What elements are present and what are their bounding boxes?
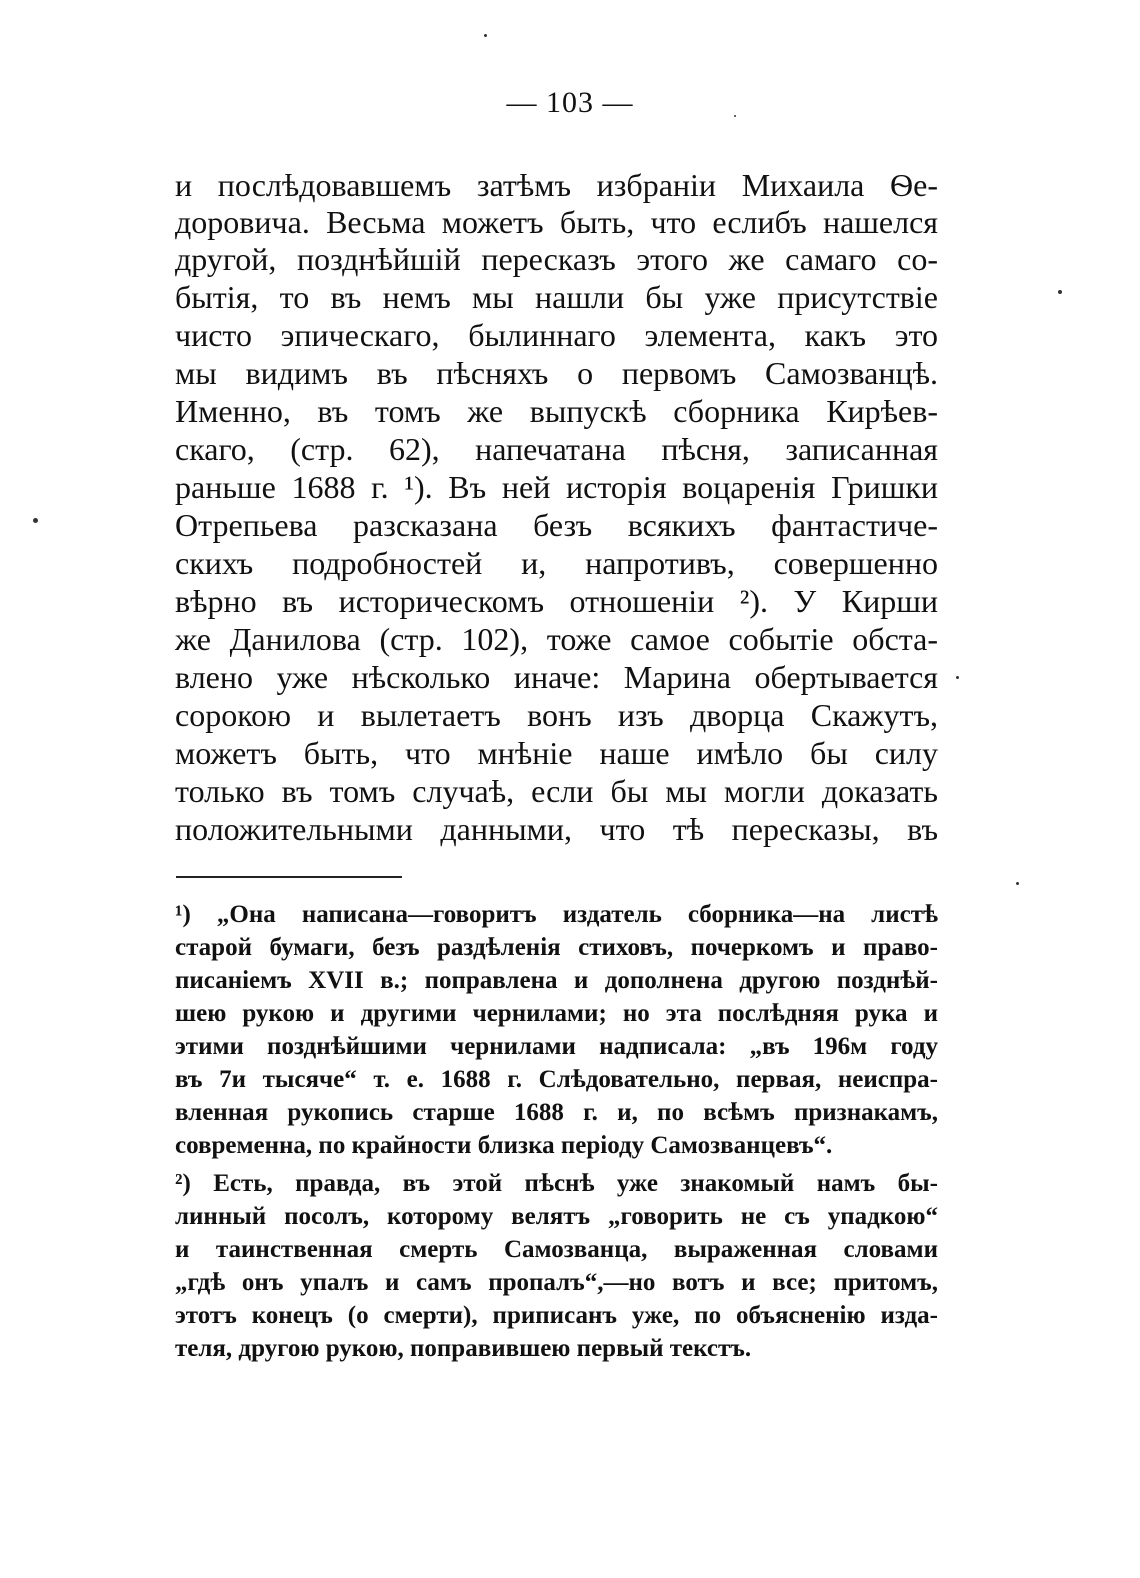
footnote-line: линный посолъ, которому велятъ „говорить не съ упадкою“ [175, 1203, 938, 1230]
footnote-line: теля, другою рукою, поправившею первый текстъ. [175, 1335, 752, 1362]
footnote-rule [176, 876, 402, 878]
scan-speck [734, 115, 736, 117]
body-line: мы видимъ въ пѣсняхъ о первомъ Самозванцѣ. [175, 355, 938, 391]
scan-speck [1058, 290, 1062, 294]
footnote-line: шею рукою и другими чернилами; но эта послѣдняя рука и [175, 1000, 938, 1027]
body-line: только въ томъ случаѣ, если бы мы могли доказать [175, 773, 938, 809]
footnote-line: этотъ конецъ (о смерти), приписанъ уже, по объясненію изда- [175, 1302, 938, 1329]
body-line: Именно, въ томъ же выпускѣ сборника Кирѣев- [175, 393, 938, 429]
body-line: доровича. Весьма можетъ быть, что еслибъ нашелся [175, 204, 938, 240]
scan-speck [33, 518, 38, 523]
body-line: можетъ быть, что мнѣніе наше имѣло бы силу [175, 735, 938, 771]
page-number: — 103 — [506, 86, 634, 119]
scan-speck [956, 676, 959, 679]
body-line: положительными данными, что тѣ пересказы, въ [175, 811, 938, 847]
footnote-line: старой бумаги, безъ раздѣленія стиховъ, почеркомъ и право- [175, 934, 938, 961]
footnote-line: въ 7и тысяче“ т. е. 1688 г. Слѣдовательно, первая, неиспра- [175, 1066, 938, 1093]
footnote-line: ¹) „Она написана—говоритъ издатель сборника—на листѣ [175, 901, 938, 928]
body-line: раньше 1688 г. ¹). Въ ней исторія воцаренія Гришки [175, 469, 938, 505]
body-line: и послѣдовавшемъ затѣмъ избраніи Михаила Ѳе- [175, 167, 938, 203]
body-line: же Данилова (стр. 102), тоже самое событіе обста- [175, 621, 938, 657]
footnote-line: писаніемъ XVII в.; поправлена и дополнена другою позднѣй- [175, 967, 938, 994]
body-line: вѣрно въ историческомъ отношеніи ²). У Кирши [175, 583, 938, 619]
body-line: чисто эпическаго, былиннаго элемента, какъ это [175, 317, 938, 353]
footnote-line: этими позднѣйшими чернилами надписала: „въ 196м году [175, 1033, 938, 1060]
body-line: сорокою и вылетаетъ вонъ изъ дворца Скажутъ, [175, 697, 938, 733]
footnote-line: современна, по крайности близка періоду Самозванцевъ“. [175, 1132, 833, 1159]
footnote-line: „гдѣ онъ упалъ и самъ пропалъ“,—но вотъ и все; притомъ, [175, 1269, 938, 1296]
scan-speck [1016, 882, 1019, 885]
scan-speck [484, 34, 487, 37]
footnote-line: ²) Есть, правда, въ этой пѣснѣ уже знакомый намъ бы- [175, 1170, 938, 1197]
footnote-line: и таинственная смерть Самозванца, выраженная словами [175, 1236, 938, 1263]
body-line: другой, позднѣйшій пересказъ этого же самаго со- [175, 241, 938, 277]
body-line: влено уже нѣсколько иначе: Марина обертывается [175, 659, 938, 695]
body-line: скихъ подробностей и, напротивъ, совершенно [175, 545, 938, 581]
body-line: скаго, (стр. 62), напечатана пѣсня, записанная [175, 431, 938, 467]
body-line: Отрепьева разсказана безъ всякихъ фантастиче- [175, 507, 938, 543]
body-line: бытія, то въ немъ мы нашли бы уже присутствіе [175, 279, 938, 315]
footnote-line: вленная рукопись старше 1688 г. и, по всѣмъ признакамъ, [175, 1099, 938, 1126]
